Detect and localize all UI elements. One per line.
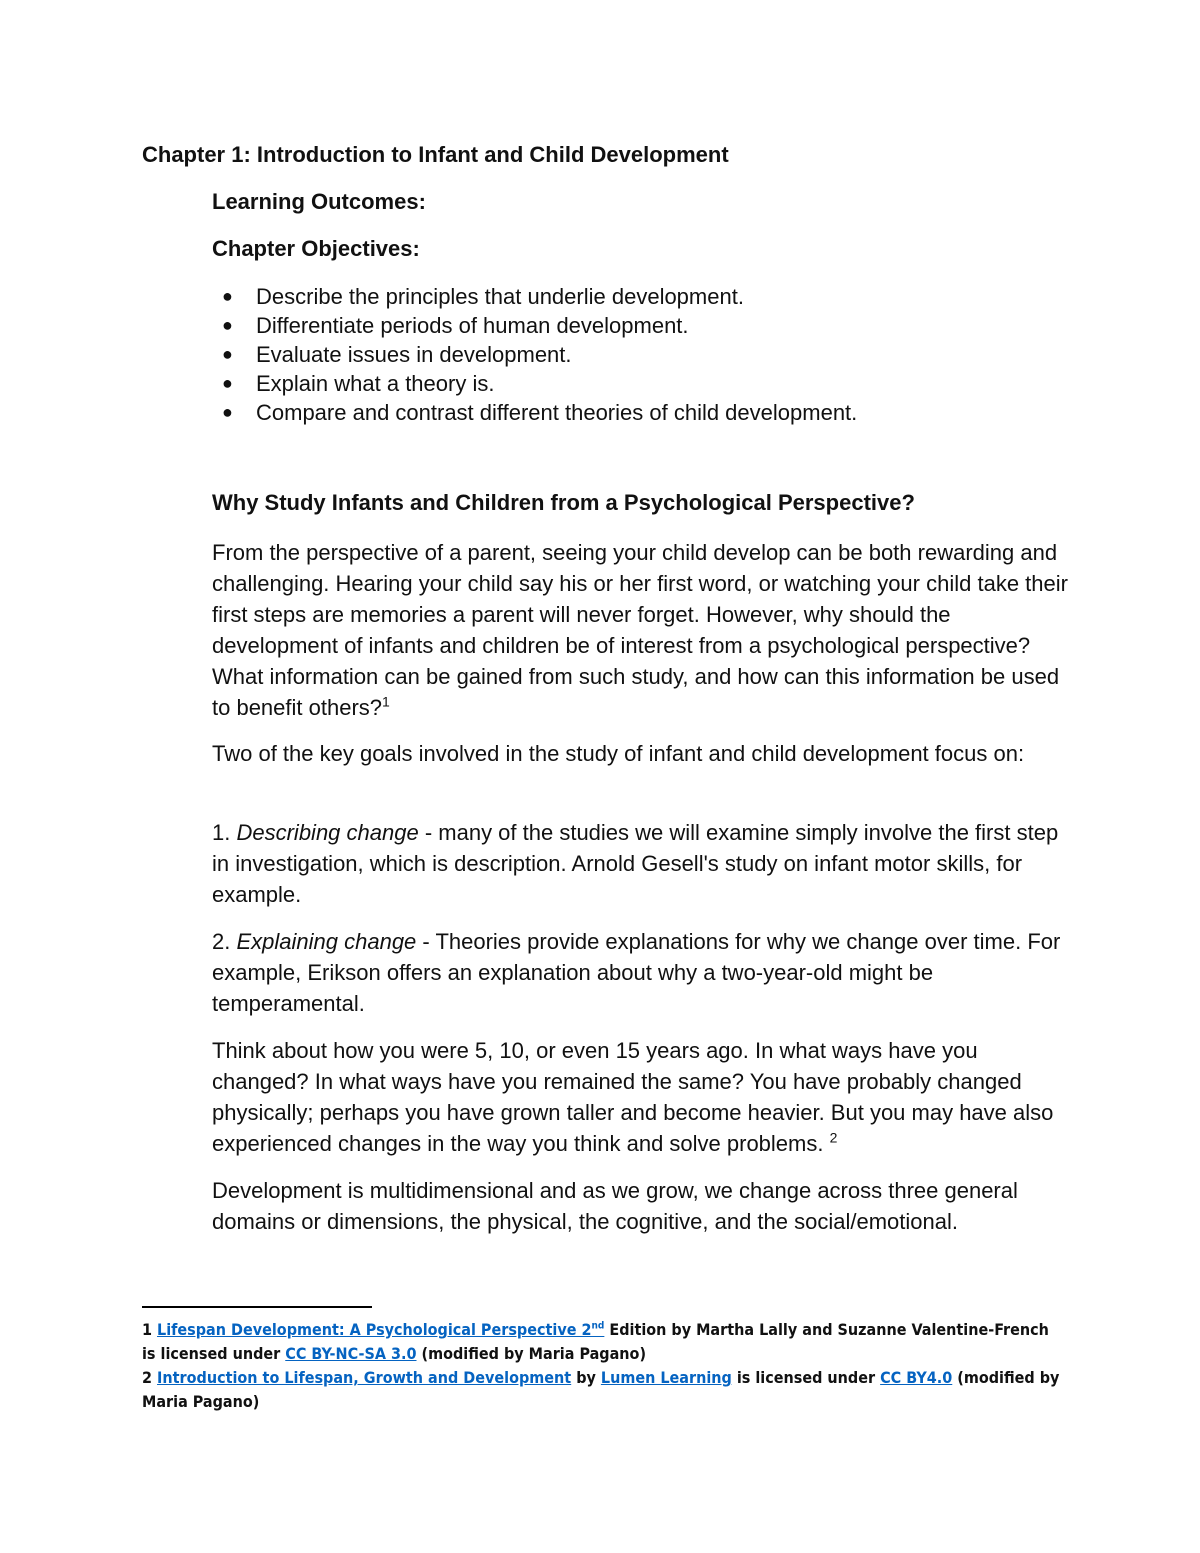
chapter-objectives-heading: Chapter Objectives: [212,236,420,261]
list-item: ● Explain what a theory is. [222,371,495,396]
footnote-ref-1[interactable]: 1 [382,693,390,710]
footnote-2-author-link[interactable]: Lumen Learning [600,1368,732,1387]
bullet-icon: ● [222,373,233,393]
list-item: ● Describe the principles that underlie development. [222,284,744,309]
list-item: ● Evaluate issues in development. [222,342,572,367]
goal-explaining-change: 2. Explaining change - Theories provide explanations for why we change over time. For example, Erikson offers an explanation about why a two-year-old might be temperamental. [212,929,1061,1016]
footnote-2: 2 Introduction to Lifespan, Growth and Development by Lumen Learning is licensed under CC BY4.0 (modified by Maria Pagano) [142,1368,1060,1411]
footnote-divider [142,1306,372,1308]
footnote-ref-2[interactable]: 2 [829,1129,838,1146]
paragraph-think-about: Think about how you were 5, 10, or even 15 years ago. In what ways have you changed? In what ways have you remained the same? You have probably changed physically; perhaps you have grown taller and become heavier. But you may have also experienced changes in the way you think and solve problems. $^2$ [212,1038,1054,1156]
paragraph-parent-perspective: From the perspective of a parent, seeing your child develop can be both rewarding and challenging. Hearing your child say his or her first word, or watching your child take their first steps are memories a parent will never forget. However, why should the development of infants and children be of interest from a psychological perspective? What information can be gained from such study, and how can this information be used to benefit others?$^1$ [212,540,1068,720]
goal-describing-change: 1. Describing change - many of the studies we will examine simply involve the first step in investigation, which is description. Arnold Gesell's study on infant motor skills, for example. [212,820,1059,907]
learning-outcomes-heading: Learning Outcomes: [212,189,426,214]
footnote-2-title-link[interactable]: Introduction to Lifespan, Growth and Development [157,1368,572,1387]
paragraph-multidimensional: Development is multidimensional and as we grow, we change across three general domains or dimensions, the physical, the cognitive, and the social/emotional. [212,1178,1018,1234]
list-item: ● Differentiate periods of human development. [222,313,689,338]
paragraph-key-goals: Two of the key goals involved in the study of infant and child development focus on: [212,741,1025,766]
footnote-1-title-link[interactable]: Lifespan Development: A Psychological Perspective 2nd [157,1320,605,1339]
bullet-icon: ● [222,286,233,306]
footnotes [142,1318,1062,1414]
objectives-list [212,282,857,427]
footnote-1-license-link[interactable]: CC BY-NC-SA 3.0 [285,1344,417,1363]
bullet-icon: ● [222,402,233,422]
bullet-icon: ● [222,344,233,364]
chapter-title: Chapter 1: Introduction to Infant and Child Development [142,142,729,167]
footnote-2-license-link[interactable]: CC BY4.0 [880,1368,953,1387]
section-heading: Why Study Infants and Children from a Psychological Perspective? [212,490,915,515]
footnote-1: 1 Lifespan Development: A Psychological Perspective 2nd Edition by Martha Lally and Suzanne Valentine-French is licensed under CC BY-NC-SA 3.0 (modified by Maria Pagano) [142,1320,1049,1363]
list-item: ● Compare and contrast different theories of child development. [222,400,858,425]
bullet-icon: ● [222,315,233,335]
